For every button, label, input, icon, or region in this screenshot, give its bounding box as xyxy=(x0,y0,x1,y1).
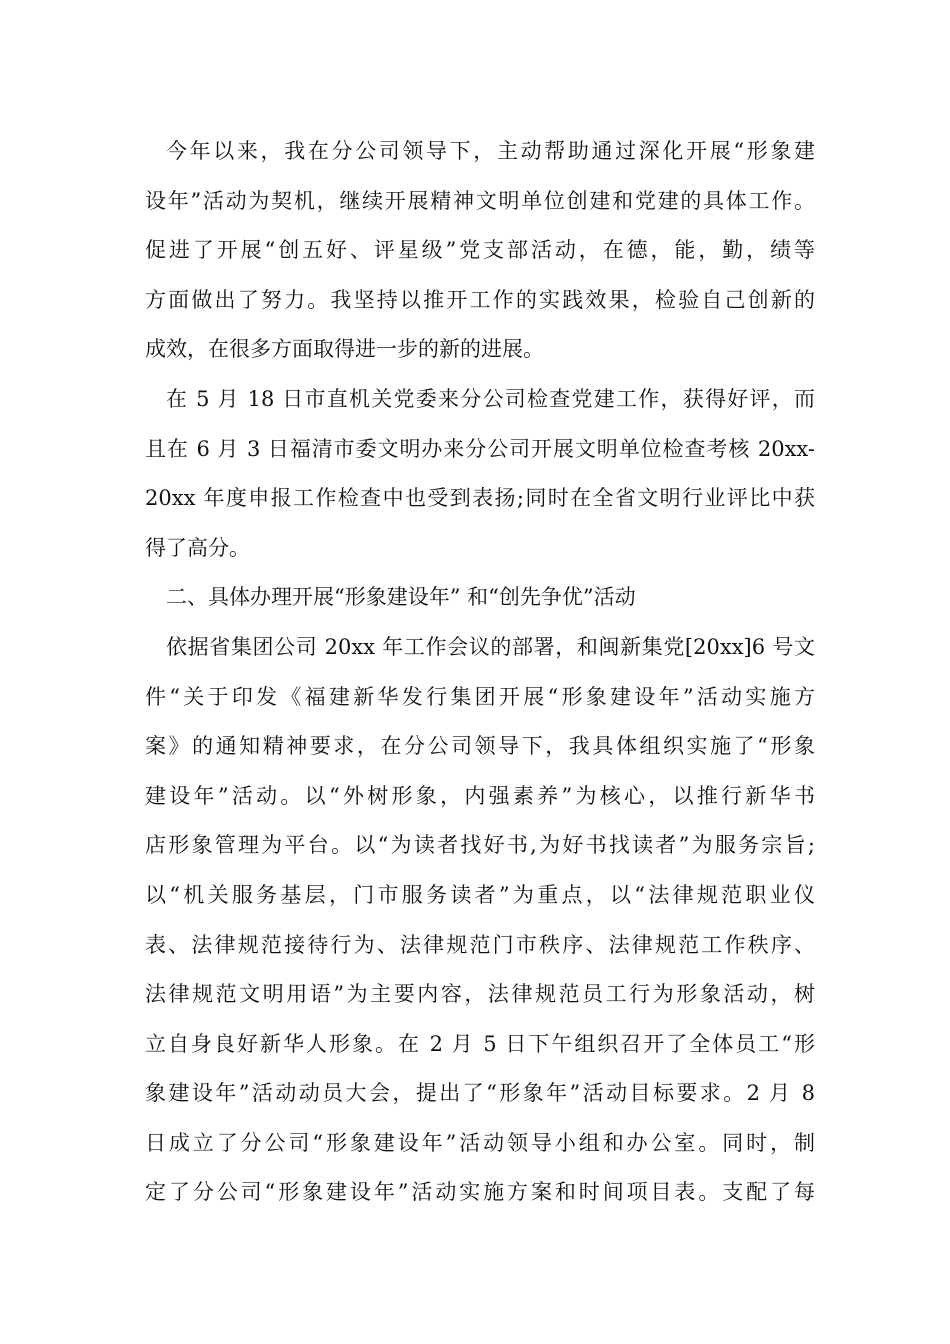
paragraph-line: 得了高分。 xyxy=(145,535,250,560)
paragraph-line: 象建设年”活动动员大会，提出了“形象年”活动目标要求。2 月 8 xyxy=(145,1081,815,1106)
paragraph-line: 法律规范文明用语”为主要内容，法律规范员工行为形象活动，树 xyxy=(145,982,815,1007)
paragraph-line: 成效，在很多方面取得进一步的新的进展。 xyxy=(145,337,544,362)
paragraph-line: 立自身良好新华人形象。在 2 月 5 日下午组织召开了全体员工“形 xyxy=(145,1031,815,1056)
paragraph-line: 依据省集团公司 20xx 年工作会议的部署，和闽新集党[20xx]6 号文 xyxy=(166,634,815,659)
paragraph-line: 且在 6 月 3 日福清市委文明办来分公司开展文明单位检查考核 20xx- xyxy=(145,436,815,461)
paragraph-line: 促进了开展“创五好、评星级”党支部活动，在德，能，勤，绩等 xyxy=(145,238,815,263)
paragraph-line: 在 5 月 18 日市直机关党委来分公司检查党建工作，获得好评，而 xyxy=(166,386,815,411)
paragraph-line: 定了分公司“形象建设年”活动实施方案和时间项目表。支配了每 xyxy=(145,1180,815,1205)
paragraph-line: 今年以来，我在分公司领导下，主动帮助通过深化开展“形象建 xyxy=(166,139,815,163)
paragraph-line: 20xx 年度申报工作检查中也受到表扬;同时在全省文明行业评比中获 xyxy=(145,486,815,511)
paragraph-line: 设年”活动为契机，继续开展精神文明单位创建和党建的具体工作。 xyxy=(145,188,815,213)
paragraph-line: 日成立了分公司“形象建设年”活动领导小组和办公室。同时，制 xyxy=(145,1130,815,1155)
paragraph-line: 表、法律规范接待行为、法律规范门市秩序、法律规范工作秩序、 xyxy=(145,932,815,957)
paragraph-line: 件“关于印发《福建新华发行集团开展“形象建设年”活动实施方 xyxy=(145,684,815,709)
paragraph-line: 案》的通知精神要求，在分公司领导下，我具体组织实施了“形象 xyxy=(145,734,815,759)
document-body xyxy=(145,127,815,1218)
paragraph-line: 建设年”活动。以“外树形象，内强素养”为核心，以推行新华书 xyxy=(145,783,815,808)
paragraph-line: 店形象管理为平台。以“为读者找好书,为好书找读者”为服务宗旨; xyxy=(145,833,815,858)
paragraph-line: 以“机关服务基层，门市服务读者”为重点，以“法律规范职业仪 xyxy=(145,882,815,907)
section-heading: 二、具体办理开展“形象建设年” 和“创先争优”活动 xyxy=(166,585,636,610)
paragraph-line: 方面做出了努力。我坚持以推开工作的实践效果，检验自己创新的 xyxy=(145,287,815,312)
